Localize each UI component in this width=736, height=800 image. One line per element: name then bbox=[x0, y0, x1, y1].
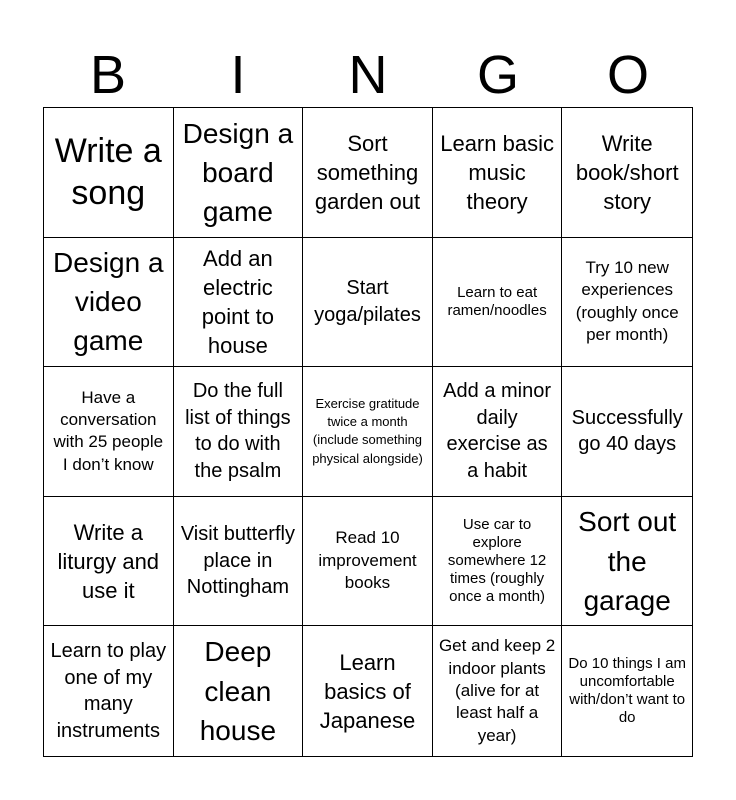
cell-text: Successfully go 40 days bbox=[571, 406, 683, 456]
cell-text: Try 10 new experiences (roughly once per month) bbox=[575, 258, 679, 345]
cell-text: Learn to play one of my many instruments bbox=[50, 640, 167, 742]
cell-text: Learn to eat ramen/noodles bbox=[447, 283, 547, 319]
cell-text: Write book/short story bbox=[575, 130, 679, 214]
bingo-grid bbox=[43, 107, 693, 757]
bingo-cell bbox=[174, 626, 304, 756]
bingo-cell bbox=[433, 108, 563, 238]
cell-text: Visit butterfly place in Nottingham bbox=[180, 523, 295, 599]
cell-text: Use car to explore somewhere 12 times (roughly once a month) bbox=[447, 516, 547, 606]
bingo-cell bbox=[562, 238, 692, 368]
bingo-cell bbox=[44, 108, 174, 238]
cell-text: Learn basic music theory bbox=[440, 130, 554, 214]
cell-text: Add an electric point to house bbox=[201, 245, 274, 358]
cell-text: Design a video game bbox=[53, 247, 164, 357]
bingo-cell bbox=[562, 626, 692, 756]
bingo-cell bbox=[174, 238, 304, 368]
cell-text: Deep clean house bbox=[199, 636, 277, 746]
header-letter-b: B bbox=[89, 45, 127, 105]
bingo-cell bbox=[174, 108, 304, 238]
cell-text: Have a conversation with 25 people I don’t know bbox=[53, 387, 164, 474]
bingo-cell bbox=[562, 367, 692, 497]
bingo-header bbox=[43, 44, 693, 106]
cell-text: Get and keep 2 indoor plants (alive for at least half a year) bbox=[438, 636, 556, 745]
cell-text: Start yoga/pilates bbox=[314, 277, 421, 326]
header-letter-n: N bbox=[348, 45, 388, 105]
bingo-cell bbox=[303, 626, 433, 756]
bingo-cell bbox=[562, 497, 692, 627]
bingo-cell bbox=[174, 497, 304, 627]
cell-text: Design a board game bbox=[182, 117, 294, 227]
cell-text: Write a liturgy and use it bbox=[57, 519, 160, 603]
cell-text: Exercise gratitude twice a month (include something physical alongside) bbox=[312, 396, 423, 466]
cell-text: Read 10 improvement books bbox=[318, 528, 417, 593]
cell-text: Write a song bbox=[54, 131, 162, 213]
cell-text: Sort something garden out bbox=[314, 130, 421, 214]
header-letter-i: I bbox=[230, 45, 246, 105]
bingo-cell bbox=[433, 497, 563, 627]
bingo-cell bbox=[433, 367, 563, 497]
bingo-cell bbox=[44, 367, 174, 497]
bingo-cell bbox=[44, 497, 174, 627]
bingo-cell bbox=[44, 626, 174, 756]
bingo-cell bbox=[174, 367, 304, 497]
cell-text: Do the full list of things to do with the psalm bbox=[185, 380, 291, 483]
bingo-cell bbox=[433, 238, 563, 368]
bingo-cell bbox=[433, 626, 563, 756]
cell-text: Add a minor daily exercise as a habit bbox=[443, 380, 552, 483]
bingo-cell bbox=[303, 238, 433, 368]
cell-text: Learn basics of Japanese bbox=[319, 649, 416, 733]
bingo-cell bbox=[303, 367, 433, 497]
bingo-cell bbox=[44, 238, 174, 368]
header-letter-g: G bbox=[476, 45, 519, 105]
cell-text: Sort out the garage bbox=[578, 506, 677, 616]
bingo-cell bbox=[303, 108, 433, 238]
bingo-cell bbox=[303, 497, 433, 627]
bingo-cell bbox=[562, 108, 692, 238]
cell-text: Do 10 things I am uncomfortable with/don’t want to do bbox=[568, 655, 686, 727]
header-letter-o: O bbox=[606, 45, 649, 105]
